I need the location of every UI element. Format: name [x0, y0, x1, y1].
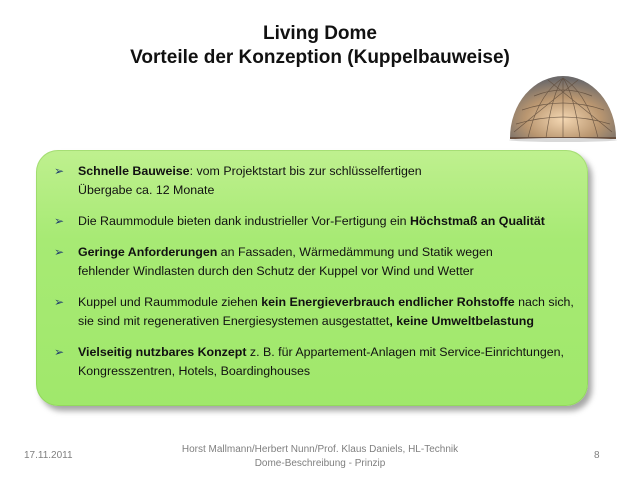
bullet-item [50, 243, 590, 281]
bullet-bold: , keine Umweltbelastung [389, 314, 534, 328]
bullet-bold: Geringe Anforderungen [78, 245, 218, 259]
footer-line-2: Dome-Beschreibung - Prinzip [254, 458, 386, 469]
bullet-item [50, 343, 590, 381]
dome-image [508, 74, 618, 142]
bullet-bold: kein Energieverbrauch endlicher Rohstoffe [261, 295, 515, 309]
footer-authors [0, 443, 640, 471]
bullet-text: nach sich, [514, 295, 574, 309]
title-line-2: Vorteile der Konzeption (Kuppelbauweise) [130, 47, 510, 68]
bullet-item [50, 162, 590, 200]
bullet-item [50, 212, 590, 231]
slide-title [0, 22, 640, 70]
bullet-text: Kuppel und Raummodule ziehen [78, 295, 262, 309]
bullet-text: Die Raummodule bieten dank industrieller Vor-Fertigung ein [78, 214, 410, 228]
bullet-list [50, 162, 590, 393]
bullet-bold: Vielseitig nutzbares Konzept [78, 345, 247, 359]
bullet-text-line2: Übergabe ca. 12 Monate [78, 183, 215, 197]
arrow-bullet-icon: ➢ [54, 214, 65, 228]
footer-line-1: Horst Mallmann/Herbert Nunn/Prof. Klaus Daniels, HL-Technik [181, 444, 459, 455]
arrow-bullet-icon: ➢ [54, 295, 65, 309]
arrow-bullet-icon: ➢ [54, 245, 65, 259]
page-number: 8 [594, 450, 600, 461]
bullet-text: z. B. für Appartement-Anlagen mit Service-Einrichtungen, [246, 345, 564, 359]
bullet-text-line2: Kongresszentren, Hotels, Boardinghouses [78, 364, 311, 378]
arrow-bullet-icon: ➢ [54, 164, 65, 178]
bullet-item [50, 293, 590, 331]
bullet-text-line2: fehlender Windlasten durch den Schutz der Kuppel vor Wind und Wetter [78, 264, 474, 278]
bullet-text: : vom Projektstart bis zur schlüsselfertigen [189, 164, 422, 178]
title-line-1: Living Dome [262, 23, 377, 44]
bullet-text: an Fassaden, Wärmedämmung und Statik wegen [217, 245, 493, 259]
bullet-bold: Höchstmaß an Qualität [409, 214, 545, 228]
bullet-bold: Schnelle Bauweise [78, 164, 190, 178]
arrow-bullet-icon: ➢ [54, 345, 65, 359]
bullet-text-line2: sie sind mit regenerativen Energiesystemen ausgestattet [78, 314, 390, 328]
footer-date: 17.11.2011 [24, 450, 73, 461]
